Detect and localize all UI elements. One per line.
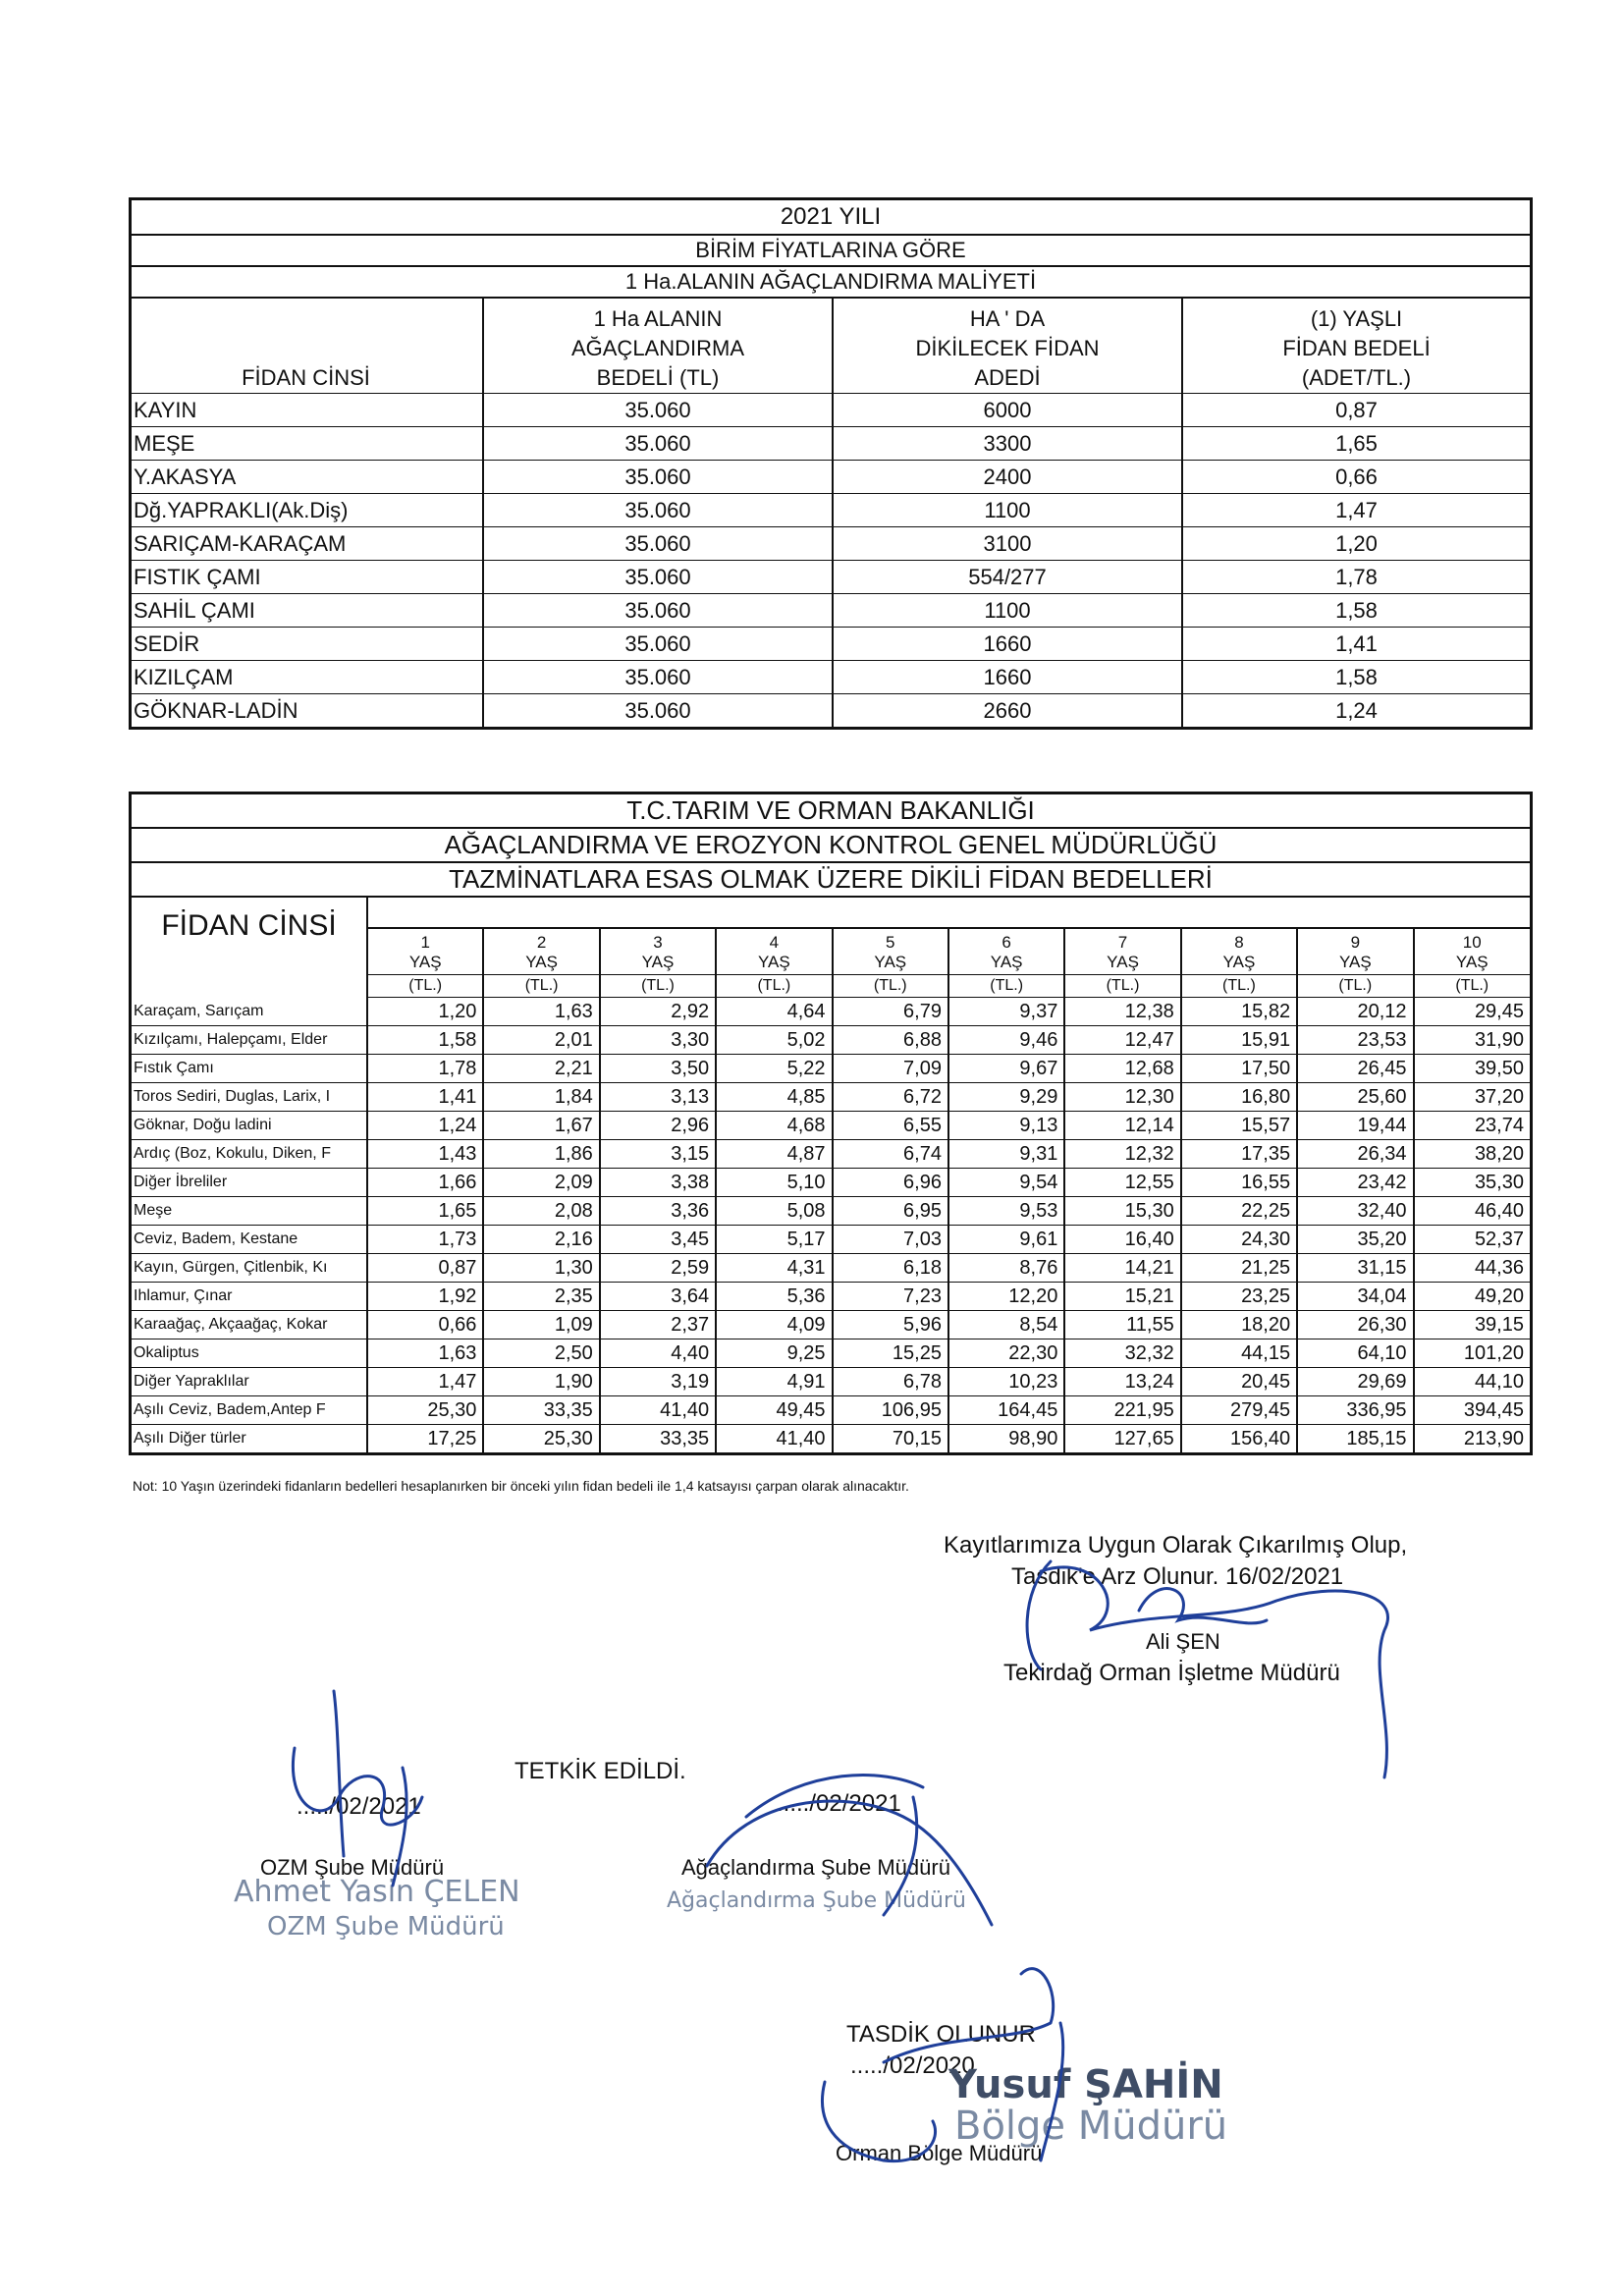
price-cell: 156,40 — [1181, 1425, 1297, 1453]
seedling-name: Kayın, Gürgen, Çitlenbik, Kı — [132, 1254, 367, 1283]
price-cell: 15,57 — [1181, 1112, 1297, 1140]
price-cell: 9,53 — [948, 1197, 1064, 1226]
seedling-name: Karaağaç, Akçaağaç, Kokar — [132, 1311, 367, 1339]
price-cell: 39,50 — [1414, 1055, 1530, 1083]
price-cell: 12,14 — [1064, 1112, 1180, 1140]
certification-line2: Tasdik'e Arz Olunur. 16/02/2021 — [1011, 1563, 1344, 1590]
review-heading: TETKİK EDİLDİ. — [514, 1758, 686, 1784]
age-label: YAŞ — [874, 953, 907, 971]
price-cell: 26,34 — [1297, 1140, 1413, 1169]
row-name: SAHİL ÇAMI — [132, 594, 483, 628]
price-cell: 1,65 — [367, 1197, 483, 1226]
price-cell: 23,74 — [1414, 1112, 1530, 1140]
price-cell: 24,30 — [1181, 1226, 1297, 1254]
unit-header: (TL.) — [1181, 975, 1297, 998]
directorate-title: AĞAÇLANDIRMA VE EROZYON KONTROL GENEL MÜDÜRLÜĞÜ — [132, 829, 1530, 863]
price-cell: 64,10 — [1297, 1339, 1413, 1368]
row-count: 2400 — [833, 461, 1182, 494]
price-cell: 3,19 — [600, 1368, 716, 1396]
header-fidan-cinsi: FİDAN CİNSİ — [132, 299, 483, 394]
price-cell: 2,96 — [600, 1112, 716, 1140]
price-cell: 2,92 — [600, 998, 716, 1026]
price-cell: 10,23 — [948, 1368, 1064, 1396]
row-count: 3300 — [833, 427, 1182, 461]
price-cell: 5,02 — [716, 1026, 832, 1055]
row-price: 1,65 — [1182, 427, 1530, 461]
price-cell: 9,13 — [948, 1112, 1064, 1140]
price-cell: 4,85 — [716, 1083, 832, 1112]
price-cell: 2,09 — [483, 1169, 599, 1197]
row-name: KIZILÇAM — [132, 661, 483, 694]
row-price: 1,47 — [1182, 494, 1530, 527]
price-cell: 9,25 — [716, 1339, 832, 1368]
seedling-name: Aşılı Diğer türler — [134, 1430, 246, 1447]
price-cell: 8,76 — [948, 1254, 1064, 1283]
row-count: 554/277 — [833, 561, 1182, 594]
price-cell: 1,30 — [483, 1254, 599, 1283]
seedling-name: Diğer Yapraklılar — [132, 1368, 367, 1396]
seedling-name: Karaçam, Sarıçam — [132, 998, 367, 1026]
approval-stamp-name: Yusuf ŞAHİN — [948, 2062, 1223, 2107]
price-cell: 279,45 — [1181, 1396, 1297, 1425]
row-price: 1,58 — [1182, 661, 1530, 694]
price-cell: 1,58 — [367, 1026, 483, 1055]
price-cell: 213,90 — [1414, 1425, 1530, 1453]
age-label: YAŞ — [1338, 953, 1372, 971]
age-label: YAŞ — [757, 953, 790, 971]
left-reviewer-signature — [293, 1691, 422, 1886]
age-number: 8 — [1234, 933, 1244, 952]
row-price: 0,66 — [1182, 461, 1530, 494]
row-name: Y.AKASYA — [132, 461, 483, 494]
price-cell: 9,61 — [948, 1226, 1064, 1254]
price-cell: 12,55 — [1064, 1169, 1180, 1197]
price-cell: 7,09 — [833, 1055, 948, 1083]
row-cost: 35.060 — [483, 594, 833, 628]
price-cell: 1,67 — [483, 1112, 599, 1140]
price-cell: 25,30 — [483, 1425, 599, 1453]
price-cell: 3,36 — [600, 1197, 716, 1226]
price-cell: 19,44 — [1297, 1112, 1413, 1140]
price-cell: 12,47 — [1064, 1026, 1180, 1055]
age-label: YAŞ — [408, 953, 442, 971]
price-cell: 2,50 — [483, 1339, 599, 1368]
price-cell: 2,59 — [600, 1254, 716, 1283]
price-cell: 41,40 — [716, 1425, 832, 1453]
row-count: 1100 — [833, 594, 1182, 628]
age-label: YAŞ — [1455, 953, 1489, 971]
price-cell: 6,88 — [833, 1026, 948, 1055]
seedling-name: Ceviz, Badem, Kestane — [132, 1226, 367, 1254]
left-stamp-name: Ahmet Yasin ÇELEN — [234, 1875, 520, 1909]
price-cell: 32,32 — [1064, 1339, 1180, 1368]
price-cell: 15,21 — [1064, 1283, 1180, 1311]
price-cell: 3,45 — [600, 1226, 716, 1254]
header-cost: 1 Ha ALANIN AĞAÇLANDIRMA BEDELİ (TL) — [483, 299, 833, 394]
row-name: MEŞE — [132, 427, 483, 461]
row-cost: 35.060 — [483, 694, 833, 728]
row-count: 1660 — [833, 628, 1182, 661]
age-number: 1 — [420, 933, 430, 952]
price-cell: 3,13 — [600, 1083, 716, 1112]
price-cell: 127,65 — [1064, 1425, 1180, 1453]
price-cell: 9,54 — [948, 1169, 1064, 1197]
price-cell: 0,87 — [367, 1254, 483, 1283]
price-cell: 185,15 — [1297, 1425, 1413, 1453]
row-cost: 35.060 — [483, 427, 833, 461]
header-price: (1) YAŞLI FİDAN BEDELİ (ADET/TL.) — [1182, 299, 1530, 394]
approval-date: ...../02/2020 — [850, 2052, 975, 2079]
price-cell: 17,25 — [367, 1425, 483, 1453]
age-label: YAŞ — [1107, 953, 1139, 971]
price-cell: 1,66 — [367, 1169, 483, 1197]
price-cell: 41,40 — [600, 1396, 716, 1425]
row-price: 1,78 — [1182, 561, 1530, 594]
row-name: Dğ.YAPRAKLI(Ak.Diş) — [132, 494, 483, 527]
price-cell: 6,95 — [833, 1197, 948, 1226]
price-cell: 2,16 — [483, 1226, 599, 1254]
price-cell: 164,45 — [948, 1396, 1064, 1425]
unit-header: (TL.) — [483, 975, 599, 998]
price-cell: 1,41 — [367, 1083, 483, 1112]
price-cell: 22,25 — [1181, 1197, 1297, 1226]
price-cell: 6,72 — [833, 1083, 948, 1112]
row-name: SEDİR — [132, 628, 483, 661]
price-cell: 17,50 — [1181, 1055, 1297, 1083]
price-cell: 8,54 — [948, 1311, 1064, 1339]
ministry-title: T.C.TARIM VE ORMAN BAKANLIĞI — [132, 794, 1530, 829]
price-cell: 3,15 — [600, 1140, 716, 1169]
price-cell: 1,78 — [367, 1055, 483, 1083]
row-cost: 35.060 — [483, 461, 833, 494]
row-cost: 35.060 — [483, 494, 833, 527]
price-cell: 1,43 — [367, 1140, 483, 1169]
price-cell: 25,60 — [1297, 1083, 1413, 1112]
price-cell: 1,63 — [483, 998, 599, 1026]
row-price: 1,41 — [1182, 628, 1530, 661]
price-cell: 9,67 — [948, 1055, 1064, 1083]
price-cell: 35,30 — [1414, 1169, 1530, 1197]
row-price: 1,58 — [1182, 594, 1530, 628]
price-cell: 7,23 — [833, 1283, 948, 1311]
price-cell: 1,09 — [483, 1311, 599, 1339]
price-cell: 23,42 — [1297, 1169, 1413, 1197]
review-left-date: ...../02/2021 — [297, 1793, 421, 1820]
unit-header: (TL.) — [367, 975, 483, 998]
price-cell: 5,36 — [716, 1283, 832, 1311]
price-cell: 39,15 — [1414, 1311, 1530, 1339]
age-label: YAŞ — [990, 953, 1023, 971]
price-cell: 394,45 — [1414, 1396, 1530, 1425]
price-cell: 1,92 — [367, 1283, 483, 1311]
age-label: YAŞ — [641, 953, 675, 971]
row-cost: 35.060 — [483, 394, 833, 427]
age-number: 9 — [1350, 933, 1361, 952]
row-name: GÖKNAR-LADİN — [134, 697, 298, 723]
price-cell: 29,69 — [1297, 1368, 1413, 1396]
price-cell: 16,40 — [1064, 1226, 1180, 1254]
price-cell: 14,21 — [1064, 1254, 1180, 1283]
price-cell: 9,37 — [948, 998, 1064, 1026]
price-cell: 16,55 — [1181, 1169, 1297, 1197]
price-cell: 6,78 — [833, 1368, 948, 1396]
price-cell: 5,22 — [716, 1055, 832, 1083]
price-cell: 31,90 — [1414, 1026, 1530, 1055]
seedling-name-header: FİDAN CİNSİ — [132, 898, 367, 998]
row-count: 2660 — [833, 694, 1182, 728]
price-cell: 4,09 — [716, 1311, 832, 1339]
row-name: FISTIK ÇAMI — [132, 561, 483, 594]
row-count: 1100 — [833, 494, 1182, 527]
price-cell: 101,20 — [1414, 1339, 1530, 1368]
price-cell: 4,40 — [600, 1339, 716, 1368]
price-cell: 13,24 — [1064, 1368, 1180, 1396]
certifier-signature — [1027, 1561, 1387, 1777]
price-cell: 26,45 — [1297, 1055, 1413, 1083]
price-cell: 6,96 — [833, 1169, 948, 1197]
price-cell: 3,50 — [600, 1055, 716, 1083]
price-cell: 2,21 — [483, 1055, 599, 1083]
seedling-name: Aşılı Ceviz, Badem,Antep F — [132, 1396, 367, 1425]
price-cell: 44,10 — [1414, 1368, 1530, 1396]
price-cell: 3,64 — [600, 1283, 716, 1311]
cost-table-year: 2021 YILI — [132, 200, 1530, 236]
price-cell: 12,32 — [1064, 1140, 1180, 1169]
price-cell: 1,73 — [367, 1226, 483, 1254]
age-number: 3 — [653, 933, 663, 952]
price-cell: 49,20 — [1414, 1283, 1530, 1311]
row-name: SARIÇAM-KARAÇAM — [132, 527, 483, 561]
price-cell: 221,95 — [1064, 1396, 1180, 1425]
price-cell: 15,91 — [1181, 1026, 1297, 1055]
age-number: 2 — [536, 933, 547, 952]
price-cell: 336,95 — [1297, 1396, 1413, 1425]
price-cell: 44,36 — [1414, 1254, 1530, 1283]
review-right-title: Ağaçlandırma Şube Müdürü — [681, 1855, 950, 1880]
price-cell: 7,03 — [833, 1226, 948, 1254]
price-cell: 23,25 — [1181, 1283, 1297, 1311]
price-cell: 21,25 — [1181, 1254, 1297, 1283]
seedling-name: Toros Sediri, Duglas, Larix, I — [132, 1083, 367, 1112]
row-price: 1,20 — [1182, 527, 1530, 561]
price-cell: 12,38 — [1064, 998, 1180, 1026]
unit-header: (TL.) — [600, 975, 716, 998]
price-cell: 98,90 — [948, 1425, 1064, 1453]
price-cell: 1,24 — [367, 1112, 483, 1140]
price-cell: 4,87 — [716, 1140, 832, 1169]
price-cell: 1,90 — [483, 1368, 599, 1396]
price-cell: 22,30 — [948, 1339, 1064, 1368]
left-stamp-title: OZM Şube Müdürü — [267, 1912, 505, 1941]
price-cell: 11,55 — [1064, 1311, 1180, 1339]
seedling-name: Okaliptus — [132, 1339, 367, 1368]
price-cell: 49,45 — [716, 1396, 832, 1425]
row-cost: 35.060 — [483, 527, 833, 561]
price-cell: 18,20 — [1181, 1311, 1297, 1339]
certifier-title: Tekirdağ Orman İşletme Müdürü — [1003, 1660, 1340, 1686]
cost-table-subtitle2: 1 Ha.ALANIN AĞAÇLANDIRMA MALİYETİ — [132, 267, 1530, 299]
price-cell: 44,15 — [1181, 1339, 1297, 1368]
age-number: 4 — [769, 933, 780, 952]
approval-signature — [823, 1969, 1063, 2161]
price-cell: 106,95 — [833, 1396, 948, 1425]
row-count: 6000 — [833, 394, 1182, 427]
unit-header: (TL.) — [1297, 975, 1413, 998]
price-cell: 5,10 — [716, 1169, 832, 1197]
row-count: 3100 — [833, 527, 1182, 561]
right-reviewer-signature — [707, 1776, 992, 1925]
price-cell: 6,79 — [833, 998, 948, 1026]
price-cell: 25,30 — [367, 1396, 483, 1425]
price-cell: 12,68 — [1064, 1055, 1180, 1083]
row-cost: 35.060 — [483, 661, 833, 694]
price-cell: 32,40 — [1297, 1197, 1413, 1226]
approval-title: Orman Bölge Müdürü — [836, 2141, 1043, 2165]
price-cell: 52,37 — [1414, 1226, 1530, 1254]
price-cell: 20,45 — [1181, 1368, 1297, 1396]
price-cell: 37,20 — [1414, 1083, 1530, 1112]
price-cell: 6,74 — [833, 1140, 948, 1169]
seedling-name: Ardıç (Boz, Kokulu, Diken, F — [132, 1140, 367, 1169]
price-cell: 4,31 — [716, 1254, 832, 1283]
approval-heading: TASDİK OLUNUR — [846, 2021, 1036, 2048]
age-number: 10 — [1462, 933, 1482, 952]
age-number: 6 — [1001, 933, 1011, 952]
price-cell: 1,20 — [367, 998, 483, 1026]
seedling-name: Kızılçamı, Halepçamı, Elder — [132, 1026, 367, 1055]
price-table-title: TAZMİNATLARA ESAS OLMAK ÜZERE DİKİLİ FİDAN BEDELLERİ — [132, 863, 1530, 898]
seedling-name: Meşe — [132, 1197, 367, 1226]
price-cell: 4,64 — [716, 998, 832, 1026]
price-cell: 6,18 — [833, 1254, 948, 1283]
price-cell: 2,37 — [600, 1311, 716, 1339]
certifier-name: Ali ŞEN — [1146, 1629, 1220, 1654]
age-number: 7 — [1117, 933, 1128, 952]
row-name: KAYIN — [132, 394, 483, 427]
price-cell: 70,15 — [833, 1425, 948, 1453]
price-cell: 1,47 — [367, 1368, 483, 1396]
price-cell: 9,46 — [948, 1026, 1064, 1055]
age-number: 5 — [886, 933, 895, 952]
price-cell: 15,30 — [1064, 1197, 1180, 1226]
right-stamp-title: Ağaçlandırma Şube Müdürü — [667, 1888, 966, 1913]
unit-header: (TL.) — [716, 975, 832, 998]
price-cell: 33,35 — [483, 1396, 599, 1425]
price-cell: 34,04 — [1297, 1283, 1413, 1311]
certification-line1: Kayıtlarımıza Uygun Olarak Çıkarılmış Olup, — [944, 1532, 1408, 1558]
price-cell: 5,17 — [716, 1226, 832, 1254]
price-cell: 2,01 — [483, 1026, 599, 1055]
price-cell: 4,91 — [716, 1368, 832, 1396]
unit-header: (TL.) — [1414, 975, 1530, 998]
price-cell: 3,30 — [600, 1026, 716, 1055]
age-label: YAŞ — [525, 953, 558, 971]
price-cell: 2,08 — [483, 1197, 599, 1226]
price-cell: 15,25 — [833, 1339, 948, 1368]
price-cell: 3,38 — [600, 1169, 716, 1197]
price-cell: 1,84 — [483, 1083, 599, 1112]
seedling-name: Göknar, Doğu ladini — [132, 1112, 367, 1140]
price-cell: 9,29 — [948, 1083, 1064, 1112]
seedling-name: Ihlamur, Çınar — [132, 1283, 367, 1311]
unit-header: (TL.) — [1064, 975, 1180, 998]
footnote: Not: 10 Yaşın üzerindeki fidanların bedelleri hesaplanırken bir önceki yılın fidan bedeli ile 1,4 katsayısı çarpan olarak alınacaktır. — [133, 1478, 909, 1494]
price-cell: 17,35 — [1181, 1140, 1297, 1169]
unit-header: (TL.) — [948, 975, 1064, 998]
review-right-date: ...../02/2021 — [777, 1790, 901, 1817]
price-cell: 6,55 — [833, 1112, 948, 1140]
row-cost: 35.060 — [483, 561, 833, 594]
row-price: 1,24 — [1182, 694, 1530, 728]
header-count: HA ' DA DİKİLECEK FİDAN ADEDİ — [833, 299, 1182, 394]
price-cell: 31,15 — [1297, 1254, 1413, 1283]
price-cell: 9,31 — [948, 1140, 1064, 1169]
price-cell: 29,45 — [1414, 998, 1530, 1026]
price-cell: 5,08 — [716, 1197, 832, 1226]
price-cell: 20,12 — [1297, 998, 1413, 1026]
row-price: 0,87 — [1182, 394, 1530, 427]
price-cell: 5,96 — [833, 1311, 948, 1339]
price-cell: 1,63 — [367, 1339, 483, 1368]
price-cell: 46,40 — [1414, 1197, 1530, 1226]
price-cell: 4,68 — [716, 1112, 832, 1140]
price-cell: 33,35 — [600, 1425, 716, 1453]
seedling-name: Diğer İbreliler — [132, 1169, 367, 1197]
price-cell: 35,20 — [1297, 1226, 1413, 1254]
price-cell: 38,20 — [1414, 1140, 1530, 1169]
price-cell: 12,20 — [948, 1283, 1064, 1311]
unit-header: (TL.) — [833, 975, 948, 998]
price-cell: 2,35 — [483, 1283, 599, 1311]
price-cell: 16,80 — [1181, 1083, 1297, 1112]
row-cost: 35.060 — [483, 628, 833, 661]
age-label: YAŞ — [1222, 953, 1256, 971]
seedling-name: Fıstık Çamı — [132, 1055, 367, 1083]
cost-table-subtitle: BİRİM FİYATLARINA GÖRE — [132, 236, 1530, 267]
price-cell: 26,30 — [1297, 1311, 1413, 1339]
price-cell: 12,30 — [1064, 1083, 1180, 1112]
price-cell: 0,66 — [367, 1311, 483, 1339]
price-cell: 1,86 — [483, 1140, 599, 1169]
price-cell: 23,53 — [1297, 1026, 1413, 1055]
row-count: 1660 — [833, 661, 1182, 694]
price-cell: 15,82 — [1181, 998, 1297, 1026]
approval-stamp-title: Bölge Müdürü — [954, 2104, 1228, 2149]
review-left-title: OZM Şube Müdürü — [260, 1855, 445, 1880]
